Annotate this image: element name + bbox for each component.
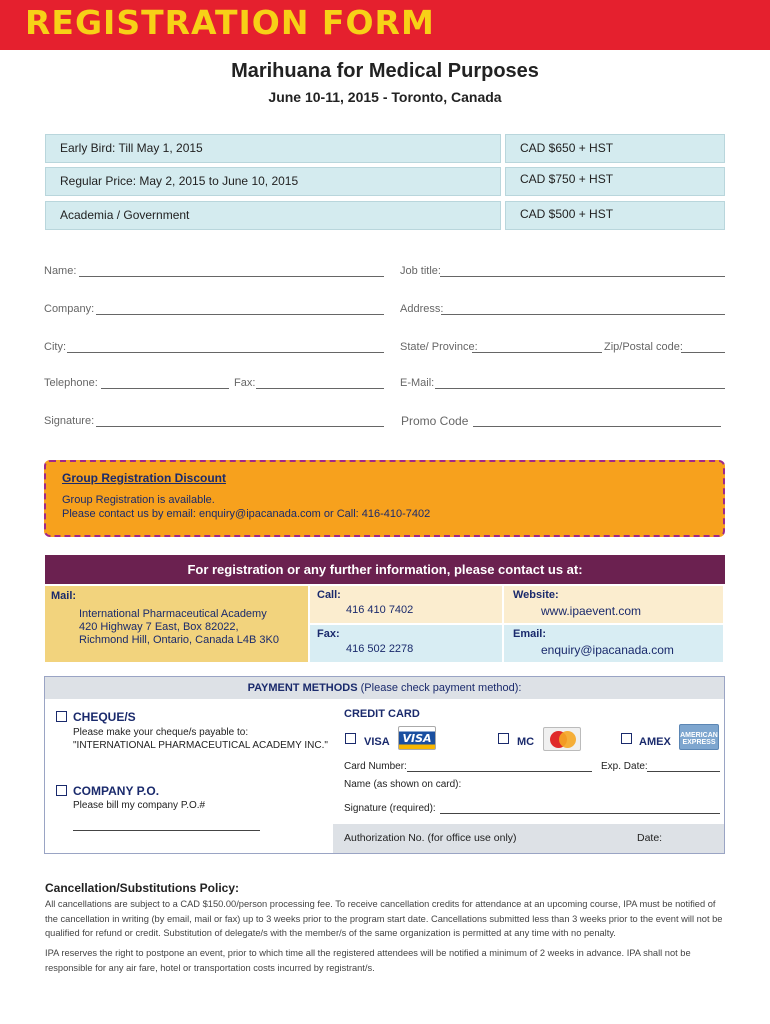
company-field[interactable] [96, 314, 384, 315]
price-value: CAD $750 + HST [505, 167, 725, 196]
visa-label: VISA [364, 736, 390, 748]
fax-contact-label: Fax: [317, 628, 340, 640]
email-label: E-Mail: [400, 377, 435, 389]
credit-card-title: CREDIT CARD [344, 708, 420, 720]
price-label: Early Bird: Till May 1, 2015 [45, 134, 501, 163]
address-label: Address: [400, 303, 444, 315]
group-discount-title: Group Registration Discount [62, 471, 227, 485]
fax-field[interactable] [256, 388, 384, 389]
group-discount-text: Group Registration is available. [62, 494, 215, 506]
group-discount-box [44, 460, 725, 537]
state-label: State/ Province: [400, 341, 478, 353]
contact-heading: For registration or any further information, please contact us at: [45, 555, 725, 584]
zip-field[interactable] [681, 352, 725, 353]
event-date: June 10-11, 2015 - Toronto, Canada [268, 89, 502, 105]
authorization-date-label: Date: [637, 832, 663, 844]
job-title-label: Job title: [400, 265, 441, 277]
cc-signature-label: Signature (required): [344, 803, 436, 814]
call-number[interactable]: 416 410 7402 [346, 604, 414, 616]
card-number-label: Card Number: [344, 761, 407, 772]
email-box [504, 625, 723, 662]
po-number-field[interactable] [73, 830, 260, 831]
price-value: CAD $650 + HST [505, 134, 725, 163]
price-value: CAD $500 + HST [505, 201, 725, 230]
po-title: COMPANY P.O. [73, 784, 160, 798]
payment-methods-title: PAYMENT METHODS [247, 682, 358, 694]
price-row-regular[interactable] [45, 167, 725, 196]
payment-methods-instruction: (Please check payment method): [357, 682, 522, 694]
price-row-early-bird[interactable] [45, 134, 725, 163]
cc-signature-field[interactable] [440, 813, 720, 814]
state-field[interactable] [472, 352, 602, 353]
mc-checkbox[interactable] [498, 733, 509, 744]
header-banner [0, 0, 770, 50]
po-checkbox[interactable] [56, 785, 67, 796]
zip-label: Zip/Postal code: [604, 341, 683, 353]
amex-logo-icon [679, 724, 719, 750]
cheque-checkbox[interactable] [56, 711, 67, 722]
visa-logo-icon [398, 726, 436, 750]
company-label: Company: [44, 303, 95, 315]
signature-field[interactable] [96, 426, 384, 427]
price-label: Academia / Government [45, 201, 501, 230]
signature-label: Signature: [44, 415, 95, 427]
mail-address-line: International Pharmaceutical Academy [79, 608, 267, 620]
cheque-payee: "INTERNATIONAL PHARMACEUTICAL ACADEMY INC." [73, 740, 328, 751]
price-row-academia[interactable] [45, 201, 725, 230]
amex-checkbox[interactable] [621, 733, 632, 744]
website-link[interactable]: www.ipaevent.com [541, 604, 642, 618]
website-label: Website: [513, 589, 559, 601]
fax-box [310, 625, 502, 662]
policy-title: Cancellation/Substitutions Policy: [45, 881, 240, 895]
visa-checkbox[interactable] [345, 733, 356, 744]
mail-box [45, 586, 308, 662]
po-instructions: Please bill my company P.O.# [73, 800, 206, 811]
name-label: Name: [44, 265, 77, 277]
payment-methods-box [44, 676, 725, 854]
authorization-strip [333, 824, 724, 853]
mail-address-line: Richmond Hill, Ontario, Canada L4B 3K0 [79, 634, 279, 646]
email-contact-label: Email: [513, 628, 547, 640]
fax-label: Fax: [234, 377, 256, 389]
form-title: REGISTRATION FORM [25, 3, 435, 42]
city-label: City: [44, 341, 66, 353]
call-label: Call: [317, 589, 341, 601]
price-label: Regular Price: May 2, 2015 to June 10, 2015 [45, 167, 501, 196]
fax-number: 416 502 2278 [346, 643, 414, 655]
visa-logo-text: VISA [402, 732, 432, 745]
postponement-policy-text: IPA reserves the right to postpone an event, prior to which time all the registered attendees will be notified a minimum of 2 weeks in advance. IPA shall not be responsible for any air fare, hotel or transportation costs incurred by registrant/s. [45, 948, 691, 973]
mc-label: MC [517, 736, 535, 748]
mail-label: Mail: [51, 590, 77, 602]
cancellation-policy-text: All cancellations are subject to a CAD $150.00/person processing fee. To receive cancellation credits for attendance at an upcoming course, IPA must be notified of the cancellation in writing (by email, mail or fax) up to 3 weeks prior to the program start date. Cancellations submitted less than 3 weeks prior to the event will not be qualified for refund or credit. Substitution of delegate/s with the member/s of the same organization is permitted at any time with no penalty. [45, 899, 723, 938]
promo-code-label: Promo Code [401, 414, 469, 428]
telephone-field[interactable] [101, 388, 229, 389]
email-link[interactable]: enquiry@ipacanada.com [541, 643, 674, 657]
card-number-field[interactable] [407, 771, 592, 772]
address-field[interactable] [441, 314, 725, 315]
cheque-title: CHEQUE/S [73, 710, 136, 724]
payment-methods-header [45, 677, 724, 699]
name-field[interactable] [79, 276, 384, 277]
authorization-label: Authorization No. (for office use only) [344, 832, 517, 844]
promo-code-field[interactable] [473, 426, 721, 427]
group-discount-contact: Please contact us by email: enquiry@ipacanada.com or Call: 416-410-7402 [62, 508, 431, 520]
mail-address-line: 420 Highway 7 East, Box 82022, [79, 621, 239, 633]
amex-label: AMEX [639, 736, 671, 748]
cheque-instructions: Please make your cheque/s payable to: [73, 727, 249, 738]
city-field[interactable] [67, 352, 384, 353]
exp-date-field[interactable] [647, 771, 720, 772]
website-box [504, 586, 723, 623]
telephone-label: Telephone: [44, 377, 98, 389]
event-title: Marihuana for Medical Purposes [231, 60, 539, 82]
amex-logo-text: AMERICAN EXPRESS [680, 732, 718, 746]
call-box [310, 586, 502, 623]
name-on-card-label: Name (as shown on card): [344, 779, 462, 790]
mastercard-logo-icon [543, 727, 581, 751]
job-title-field[interactable] [440, 276, 725, 277]
exp-date-label: Exp. Date: [601, 761, 648, 772]
email-field[interactable] [435, 388, 725, 389]
